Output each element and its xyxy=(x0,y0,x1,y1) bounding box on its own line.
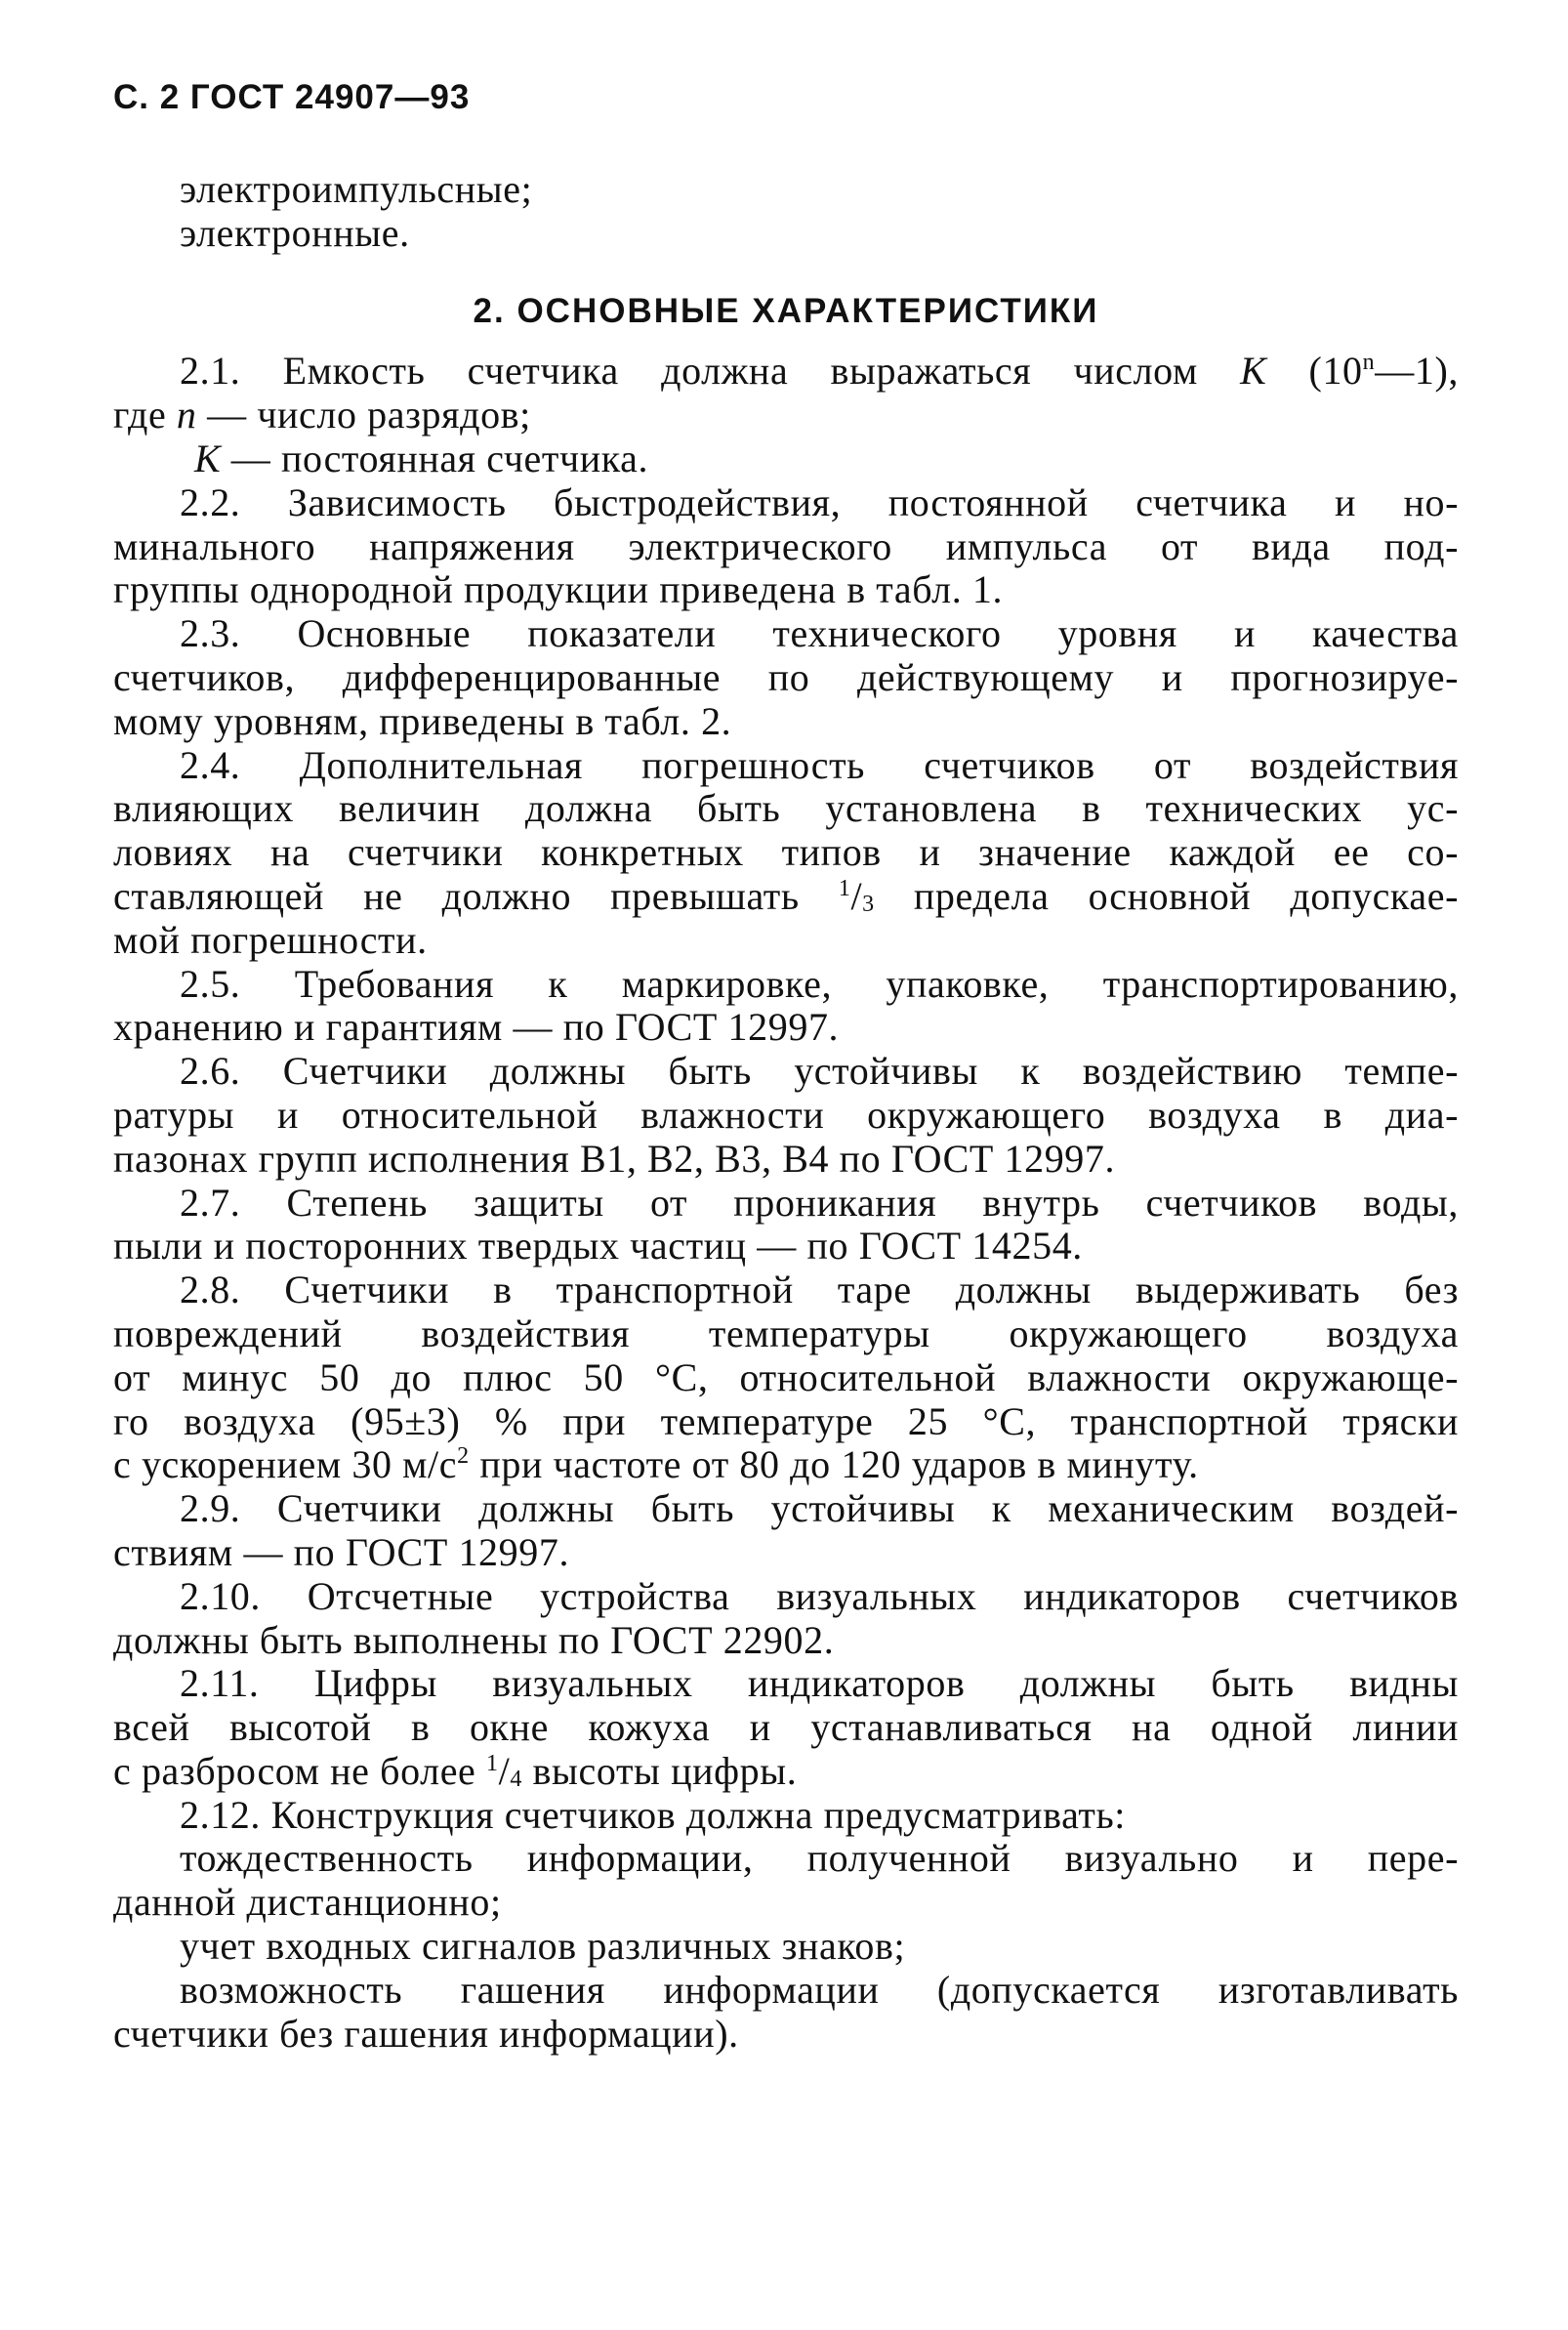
list-item: тождественность информации, полученной визуально и пере- xyxy=(180,1836,1459,1881)
paragraph-line: ствиям — по ГОСТ 12997. xyxy=(113,1529,570,1574)
paragraph-2-2 xyxy=(113,481,1459,612)
formula-var-k: К xyxy=(1240,349,1267,394)
paragraph-line: 2.1. Емкость счетчика должна выражаться числом К (10$^n$—1), xyxy=(180,349,1459,394)
superscript-squared: 2 xyxy=(457,1443,470,1470)
paragraph-line: 2.3. Основные показатели технического уровня и качества xyxy=(180,611,1459,656)
paragraph-2-5 xyxy=(113,963,1459,1051)
intro-item-electronic: электронные. xyxy=(180,210,410,255)
paragraph-line: К — постоянная счетчика. xyxy=(194,436,649,480)
paragraph-2-11 xyxy=(113,1662,1459,1793)
paragraph-2-8 xyxy=(113,1269,1459,1487)
paragraph-line: 2.9. Счетчики должны быть устойчивы к механическим воздей- xyxy=(180,1486,1459,1531)
list-item: возможность гашения информации (допускается изготавливать xyxy=(180,1967,1459,2012)
paragraph-line: мой погрешности. xyxy=(113,917,428,962)
paragraph-line: от минус 50 до плюс 50 °С, относительной влажности окружающе- xyxy=(113,1354,1459,1399)
paragraph-line: 2.7. Степень защиты от проникания внутрь счетчиков воды, xyxy=(180,1180,1459,1225)
paragraph-line: должны быть выполнены по ГОСТ 22902. xyxy=(113,1617,835,1662)
formula-exponent: n xyxy=(1362,350,1376,376)
paragraph-line: с ускорением 30 $м/с^2$ при частоте от 80 до 120 ударов в минуту. xyxy=(113,1442,1199,1487)
paragraph-line: 2.6. Счетчики должны быть устойчивы к воздействию темпе- xyxy=(180,1049,1459,1094)
paragraph-line: пыли и посторонних твердых частиц — по ГОСТ 14254. xyxy=(113,1224,1083,1269)
paragraph-line: 2.10. Отсчетные устройства визуальных индикаторов счетчиков xyxy=(180,1573,1459,1618)
list-item: учет входных сигналов различных знаков; xyxy=(180,1924,906,1969)
paragraph-line: мому уровням, приведены в табл. 2. xyxy=(113,698,732,743)
paragraph-line: ратуры и относительной влажности окружающего воздуха в диа- xyxy=(113,1092,1459,1137)
paragraph-2-1 xyxy=(113,350,1459,480)
list-item-continuation: данной дистанционно; xyxy=(113,1880,502,1925)
running-header: С. 2 ГОСТ 24907—93 xyxy=(113,78,471,116)
paragraph-2-7 xyxy=(113,1182,1459,1269)
paragraph-line: ставляющей не должно превышать $^1/_3$ предела основной допускае- xyxy=(113,873,1459,918)
formula-var-n: n xyxy=(176,393,197,437)
paragraph-line: хранению и гарантиям — по ГОСТ 12997. xyxy=(113,1005,840,1050)
paragraph-line: с разбросом не более $^1/_4$ высоты цифры. xyxy=(113,1748,798,1793)
paragraph-line: 2.5. Требования к маркировке, упаковке, транспортированию, xyxy=(180,961,1459,1006)
paragraph-line: ловиях на счетчики конкретных типов и значение каждой ее со- xyxy=(113,830,1459,875)
paragraph-line: где n — число разрядов; xyxy=(113,393,531,437)
paragraph-2-9 xyxy=(113,1487,1459,1575)
paragraph-line: счетчиков, дифференцированные по действующему и прогнозируе- xyxy=(113,654,1459,699)
list-item-continuation: счетчики без гашения информации). xyxy=(113,2011,739,2056)
paragraph-line: минального напряжения электрического импульса от вида под- xyxy=(113,523,1459,568)
paragraph-2-6 xyxy=(113,1050,1459,1181)
paragraph-line: пазонах групп исполнения В1, В2, В3, В4 по ГОСТ 12997. xyxy=(113,1136,1116,1181)
paragraph-2-12 xyxy=(113,1794,1459,2057)
section-title: 2. ОСНОВНЫЕ ХАРАКТЕРИСТИКИ xyxy=(473,291,1099,330)
paragraph-line: 2.8. Счетчики в транспортной таре должны выдерживать без xyxy=(180,1268,1459,1312)
paragraph-line: повреждений воздействия температуры окружающего воздуха xyxy=(113,1311,1459,1355)
paragraph-2-4 xyxy=(113,744,1459,963)
fraction-one-third: $^1/_3$ xyxy=(838,873,875,918)
paragraph-2-3 xyxy=(113,612,1459,743)
intro-item-electroimpulse: электроимпульсные; xyxy=(180,167,533,211)
paragraph-line: 2.4. Дополнительная погрешность счетчиков от воздействия xyxy=(180,742,1459,787)
document-body xyxy=(113,168,1459,2056)
paragraph-line: группы однородной продукции приведена в табл. 1. xyxy=(113,567,1004,612)
paragraph-line: го воздуха (95±3) % при температуре 25 °С, транспортной тряски xyxy=(113,1398,1459,1443)
paragraph-line: 2.12. Конструкция счетчиков должна предусматривать: xyxy=(180,1792,1127,1837)
formula-var-k: К xyxy=(194,436,222,480)
paragraph-line: 2.2. Зависимость быстродействия, постоянной счетчика и но- xyxy=(180,479,1459,524)
fraction-one-quarter: $^1/_4$ xyxy=(486,1748,522,1793)
paragraph-line: 2.11. Цифры визуальных индикаторов должны быть видны xyxy=(180,1661,1459,1706)
paragraph-line: влияющих величин должна быть установлена в технических ус- xyxy=(113,786,1459,831)
paragraph-line: всей высотой в окне кожуха и устанавливаться на одной линии xyxy=(113,1705,1459,1750)
paragraph-2-10 xyxy=(113,1575,1459,1663)
